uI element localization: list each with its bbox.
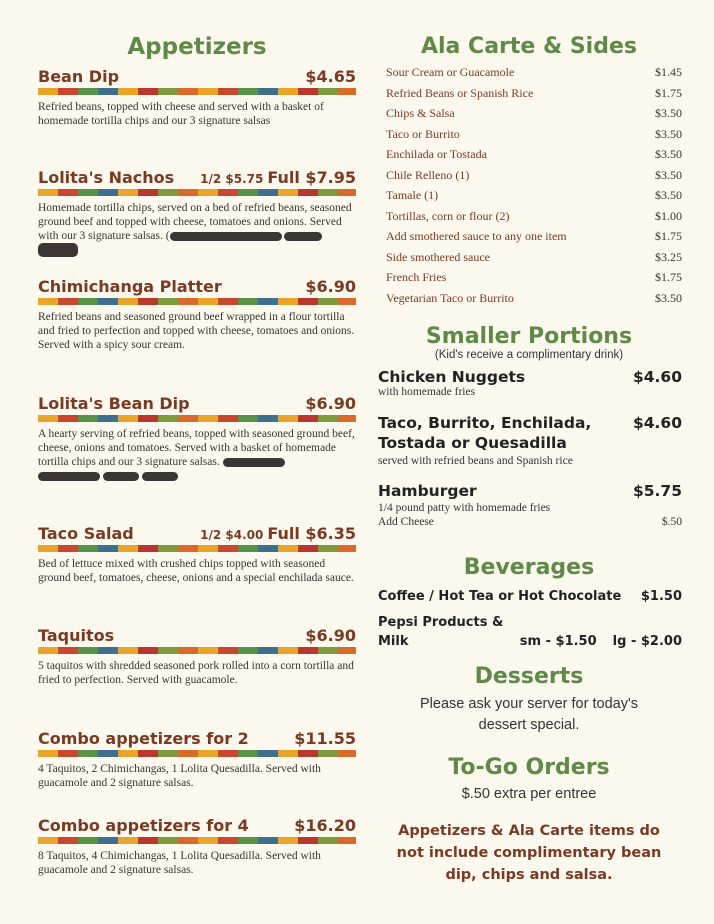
item-name: Lolita's Nachos [38,168,175,187]
ala-carte-item-price: $1.75 [655,270,682,284]
beverage-hot-drinks [378,589,682,604]
ala-carte-item-price: $3.50 [655,126,682,141]
item-price: Full $6.35 [267,524,356,543]
smaller-portions-title: Smaller Portions [425,324,633,349]
item-price: $6.90 [305,277,356,296]
desserts-text [376,694,682,736]
beverage-name-line2: Milk [378,634,409,649]
item-description: 8 Taquitos, 4 Chimichangas, 1 Lolita Quesadilla. Served with guacamole and 2 signature salsas. [38,850,321,876]
divider-stripe [38,545,356,552]
ala-carte-row [386,103,682,124]
small-price: sm - $1.50 [519,634,597,649]
ala-carte-item-price: $3.50 [655,188,682,202]
ala-carte-item-name: Chips & Salsa [386,106,455,120]
item-name: Taco, Burrito, Enchilada, [378,414,592,432]
ala-carte-item-price: $3.50 [655,147,682,161]
item-name: Chicken Nuggets [378,368,526,386]
ala-carte-item-price: $1.75 [655,85,682,100]
beverage-price: $1.50 [640,589,682,604]
item-name: Chimichanga Platter [38,277,222,296]
kids-item-taco-combo [378,414,682,467]
item-name: Taquitos [38,626,115,645]
item-price: Full $7.95 [267,168,356,187]
menu-item-taco-salad [38,524,356,585]
ala-carte-item-name: Taco or Burrito [386,126,460,141]
togo-text: $.50 extra per entree [461,786,597,802]
ala-carte-item-name: Chile Relleno (1) [386,167,470,182]
item-name: Combo appetizers for 4 [38,816,249,835]
divider-stripe [38,415,356,422]
redaction-mark [142,472,178,481]
redaction-mark [38,243,78,257]
ala-carte-item-price: $3.25 [655,249,682,264]
menu-item-combo-for-4 [38,816,356,877]
divider-stripe [38,298,356,305]
item-description: 4 Taquitos, 2 Chimichangas, 1 Lolita Quesadilla. Served with guacamole and 2 signature salsas. [38,763,321,789]
ala-carte-row [386,247,682,268]
ala-carte-row [386,226,682,247]
ala-carte-list [386,62,682,308]
ala-carte-item-name: Side smothered sauce [386,249,490,264]
redaction-mark [103,472,139,481]
ala-carte-row [386,206,682,227]
add-cheese-row [378,516,682,528]
item-price: $16.20 [294,816,356,835]
ala-carte-row [386,165,682,186]
smaller-portions-subtitle: (Kid's receive a complimentary drink) [434,349,624,361]
redaction-mark [38,472,100,481]
item-half-price: 1/2 $5.75 [200,172,264,186]
menu-item-lolitas-nachos [38,168,356,257]
ala-carte-row [386,185,682,206]
addon-label: Add Cheese [378,516,434,528]
item-half-price: 1/2 $4.00 [200,528,264,542]
menu-item-combo-for-2 [38,729,356,790]
complimentary-note [376,820,682,886]
item-description: Bed of lettuce mixed with crushed chips topped with seasoned ground beef, tomatoes, cheese, onions and a special enchilada sauce. [38,558,354,584]
redaction-mark [170,232,282,241]
item-price: $4.60 [632,368,682,386]
ala-carte-item-price: $1.45 [655,65,682,79]
item-price: $11.55 [294,729,356,748]
item-description: Refried beans and seasoned ground beef wrapped in a flour tortilla and fried to perfection and topped with cheese, tomatoes and onions. Served with a spicy sour cream. [38,311,355,351]
ala-carte-item-name: Enchilada or Tostada [386,147,487,161]
kids-item-hamburger [378,482,682,528]
menu-item-taquitos [38,626,356,687]
desserts-line2: dessert special. [478,717,580,733]
menu-item-lolitas-bean-dip [38,394,356,483]
item-name: Taco Salad [38,524,134,543]
item-price: $4.65 [305,67,356,86]
divider-stripe [38,837,356,844]
item-name: Combo appetizers for 2 [38,729,249,748]
beverage-name: Pepsi Products & [378,615,504,630]
ala-carte-row [386,144,682,165]
item-description: 1/4 pound patty with homemade fries [378,502,551,514]
beverage-pepsi-milk [378,615,682,649]
ala-carte-row [386,267,682,288]
ala-carte-item-price: $3.50 [655,290,682,305]
ala-carte-title: Ala Carte & Sides [420,34,637,59]
ala-carte-item-price: $3.50 [655,167,682,182]
item-description: 5 taquitos with shredded seasoned pork rolled into a corn tortilla and fried to perfection. Served with guacamole. [38,660,354,686]
item-name: Lolita's Bean Dip [38,394,190,413]
item-price: $6.90 [305,626,356,645]
desserts-title: Desserts [474,664,584,689]
item-price: $5.75 [632,482,682,500]
note-line1: Appetizers & Ala Carte items do [398,823,660,839]
item-name: Hamburger [378,482,477,500]
item-description: A hearty serving of refried beans, topped with seasoned ground beef, cheese, onions and tomatoes. Served with a basket of homemade tortilla chips and our 3 signature salsas. [38,427,356,483]
beverages-title: Beverages [463,555,595,580]
ala-carte-row [386,83,682,104]
ala-carte-item-price: $1.75 [655,229,682,243]
item-name-line2: Tostada or Quesadilla [378,434,567,452]
item-description: with homemade fries [378,386,476,398]
ala-carte-item-name: French Fries [386,270,447,284]
divider-stripe [38,750,356,757]
item-price: $4.60 [632,414,682,432]
kids-item-chicken-nuggets [378,368,682,398]
item-description: Refried beans, topped with cheese and served with a basket of homemade tortilla chips and our 3 signature salsas [38,101,324,127]
note-line2: not include complimentary bean [396,845,662,861]
ala-carte-item-price: $1.00 [655,208,682,223]
note-line3: dip, chips and salsa. [445,867,613,883]
menu-item-bean-dip [38,67,356,128]
ala-carte-row [386,124,682,145]
ala-carte-row [386,288,682,309]
item-description: Homemade tortilla chips, served on a bed of refried beans, seasoned ground beef and topped with cheese, tomatoes and onions. Served with our 3 signature salsas. ( [38,201,356,257]
ala-carte-item-name: Add smothered sauce to any one item [386,229,567,243]
togo-title: To-Go Orders [448,755,610,780]
menu-item-chimichanga-platter [38,277,356,352]
desserts-line1: Please ask your server for today's [420,696,638,712]
ala-carte-item-name: Refried Beans or Spanish Rice [386,85,534,100]
divider-stripe [38,189,356,196]
redaction-mark [223,458,285,467]
item-name: Bean Dip [38,67,120,86]
ala-carte-item-price: $3.50 [655,106,682,120]
ala-carte-item-name: Vegetarian Taco or Burrito [386,290,514,305]
ala-carte-item-name: Tamale (1) [386,188,439,202]
appetizers-title: Appetizers [127,34,267,60]
beverage-name: Coffee / Hot Tea or Hot Chocolate [378,589,622,604]
ala-carte-row [386,62,682,83]
redaction-mark [284,232,322,241]
large-price: lg - $2.00 [612,634,682,649]
item-price: $6.90 [305,394,356,413]
ala-carte-item-name: Sour Cream or Guacamole [386,65,515,79]
ala-carte-item-name: Tortillas, corn or flour (2) [386,208,510,223]
divider-stripe [38,647,356,654]
divider-stripe [38,88,356,95]
addon-price: $.50 [661,516,682,528]
item-description: served with refried beans and Spanish rice [378,455,573,467]
